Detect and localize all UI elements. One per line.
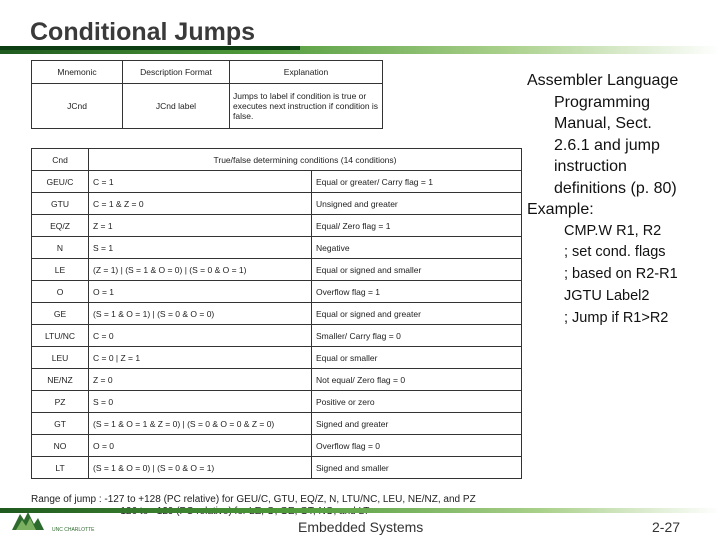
cell-meaning: Equal/ Zero flag = 1 (312, 215, 522, 237)
cell-cnd: NE/NZ (32, 369, 89, 391)
cell-meaning: Equal or greater/ Carry flag = 1 (312, 171, 522, 193)
reference-line-1: Assembler Language (527, 72, 679, 89)
cell-condition: S = 1 (89, 237, 312, 259)
page-number: 2-27 (652, 519, 681, 535)
code-line-3: ; based on R2-R1 (564, 266, 678, 283)
code-line-1: CMP.W R1, R2 (564, 222, 662, 239)
header-explanation: Explanation (230, 61, 383, 84)
cell-meaning: Overflow flag = 0 (312, 435, 522, 457)
cell-explanation: Jumps to label if condition is true or executes next instruction if condition is false. (230, 84, 383, 129)
jump-range-note (31, 494, 476, 517)
cell-condition: (S = 1 & O = 0) | (S = 0 & O = 1) (89, 457, 312, 479)
code-line-2: ; set cond. flags (564, 244, 666, 261)
example-heading: Example: (527, 201, 594, 218)
cell-meaning: Signed and smaller (312, 457, 522, 479)
cell-condition: Z = 0 (89, 369, 312, 391)
cell-cnd: NO (32, 435, 89, 457)
cell-condition: (S = 1 & O = 1 & Z = 0) | (S = 0 & O = 0 & Z = 0) (89, 413, 312, 435)
university-logo (6, 506, 58, 532)
table-row (32, 281, 522, 303)
instruction-format-table (31, 60, 383, 129)
table-row (32, 435, 522, 457)
table-row (32, 237, 522, 259)
table-row (32, 391, 522, 413)
reference-line-6: definitions (p. 80) (554, 179, 677, 197)
cell-meaning: Equal or smaller (312, 347, 522, 369)
cell-cnd: PZ (32, 391, 89, 413)
cell-cnd: GT (32, 413, 89, 435)
cell-meaning: Negative (312, 237, 522, 259)
cell-meaning: Equal or signed and smaller (312, 259, 522, 281)
cell-condition: O = 1 (89, 281, 312, 303)
reference-line-4: 2.6.1 and jump (554, 136, 660, 154)
cell-meaning: Smaller/ Carry flag = 0 (312, 325, 522, 347)
table-row (32, 171, 522, 193)
cell-condition: C = 1 (89, 171, 312, 193)
table-header-row (32, 149, 522, 171)
reference-line-3: Manual, Sect. (554, 115, 652, 132)
jump-range-line-1: Range of jump : -127 to +128 (PC relative) for GEU/C, GTU, EQ/Z, N, LTU/NC, LEU, NE/NZ, and PZ (31, 494, 476, 505)
footer-bar (0, 508, 720, 513)
table-row (32, 413, 522, 435)
cell-condition: C = 1 & Z = 0 (89, 193, 312, 215)
reference-line-2: Programming (554, 93, 651, 111)
cell-meaning: Positive or zero (312, 391, 522, 413)
header-description-format: Description Format (123, 61, 230, 84)
cell-meaning: Overflow flag = 1 (312, 281, 522, 303)
cell-mnemonic: JCnd (32, 84, 123, 129)
table-row (32, 193, 522, 215)
cell-condition: Z = 1 (89, 215, 312, 237)
cell-meaning: Equal or signed and greater (312, 303, 522, 325)
table-row (32, 369, 522, 391)
table-row (32, 303, 522, 325)
cell-condition: C = 0 | Z = 1 (89, 347, 312, 369)
cell-cnd: GEU/C (32, 171, 89, 193)
cell-condition: S = 0 (89, 391, 312, 413)
cell-cnd: EQ/Z (32, 215, 89, 237)
conditions-body (32, 171, 522, 479)
code-line-4: JGTU Label2 (564, 287, 650, 304)
reference-text (527, 70, 720, 329)
table-row (32, 259, 522, 281)
cell-cnd: GTU (32, 193, 89, 215)
footer-course-title: Embedded Systems (298, 519, 424, 535)
cell-cnd: GE (32, 303, 89, 325)
header-conditions: True/false determining conditions (14 conditions) (89, 149, 522, 171)
table-row (32, 215, 522, 237)
logo-text: UNC CHARLOTTE (52, 527, 95, 533)
cell-cnd: N (32, 237, 89, 259)
title-underline (0, 46, 720, 54)
cell-condition: O = 0 (89, 435, 312, 457)
cell-meaning: Signed and greater (312, 413, 522, 435)
table-row (32, 325, 522, 347)
conditions-table (31, 148, 522, 479)
cell-cnd: LE (32, 259, 89, 281)
table-header-row (32, 61, 383, 84)
slide-title: Conditional Jumps (30, 18, 255, 46)
cell-description-format: JCnd label (123, 84, 230, 129)
reference-line-5: instruction (554, 158, 627, 175)
cell-condition: (Z = 1) | (S = 1 & O = 0) | (S = 0 & O = 1) (89, 259, 312, 281)
table-row (32, 347, 522, 369)
cell-condition: C = 0 (89, 325, 312, 347)
table-row (32, 457, 522, 479)
cell-cnd: LEU (32, 347, 89, 369)
cell-cnd: LTU/NC (32, 325, 89, 347)
cell-meaning: Unsigned and greater (312, 193, 522, 215)
cell-cnd: O (32, 281, 89, 303)
header-mnemonic: Mnemonic (32, 61, 123, 84)
cell-condition: (S = 1 & O = 1) | (S = 0 & O = 0) (89, 303, 312, 325)
cell-cnd: LT (32, 457, 89, 479)
table-row (32, 84, 383, 129)
header-cnd: Cnd (32, 149, 89, 171)
cell-meaning: Not equal/ Zero flag = 0 (312, 369, 522, 391)
code-line-5: ; Jump if R1>R2 (564, 309, 669, 326)
